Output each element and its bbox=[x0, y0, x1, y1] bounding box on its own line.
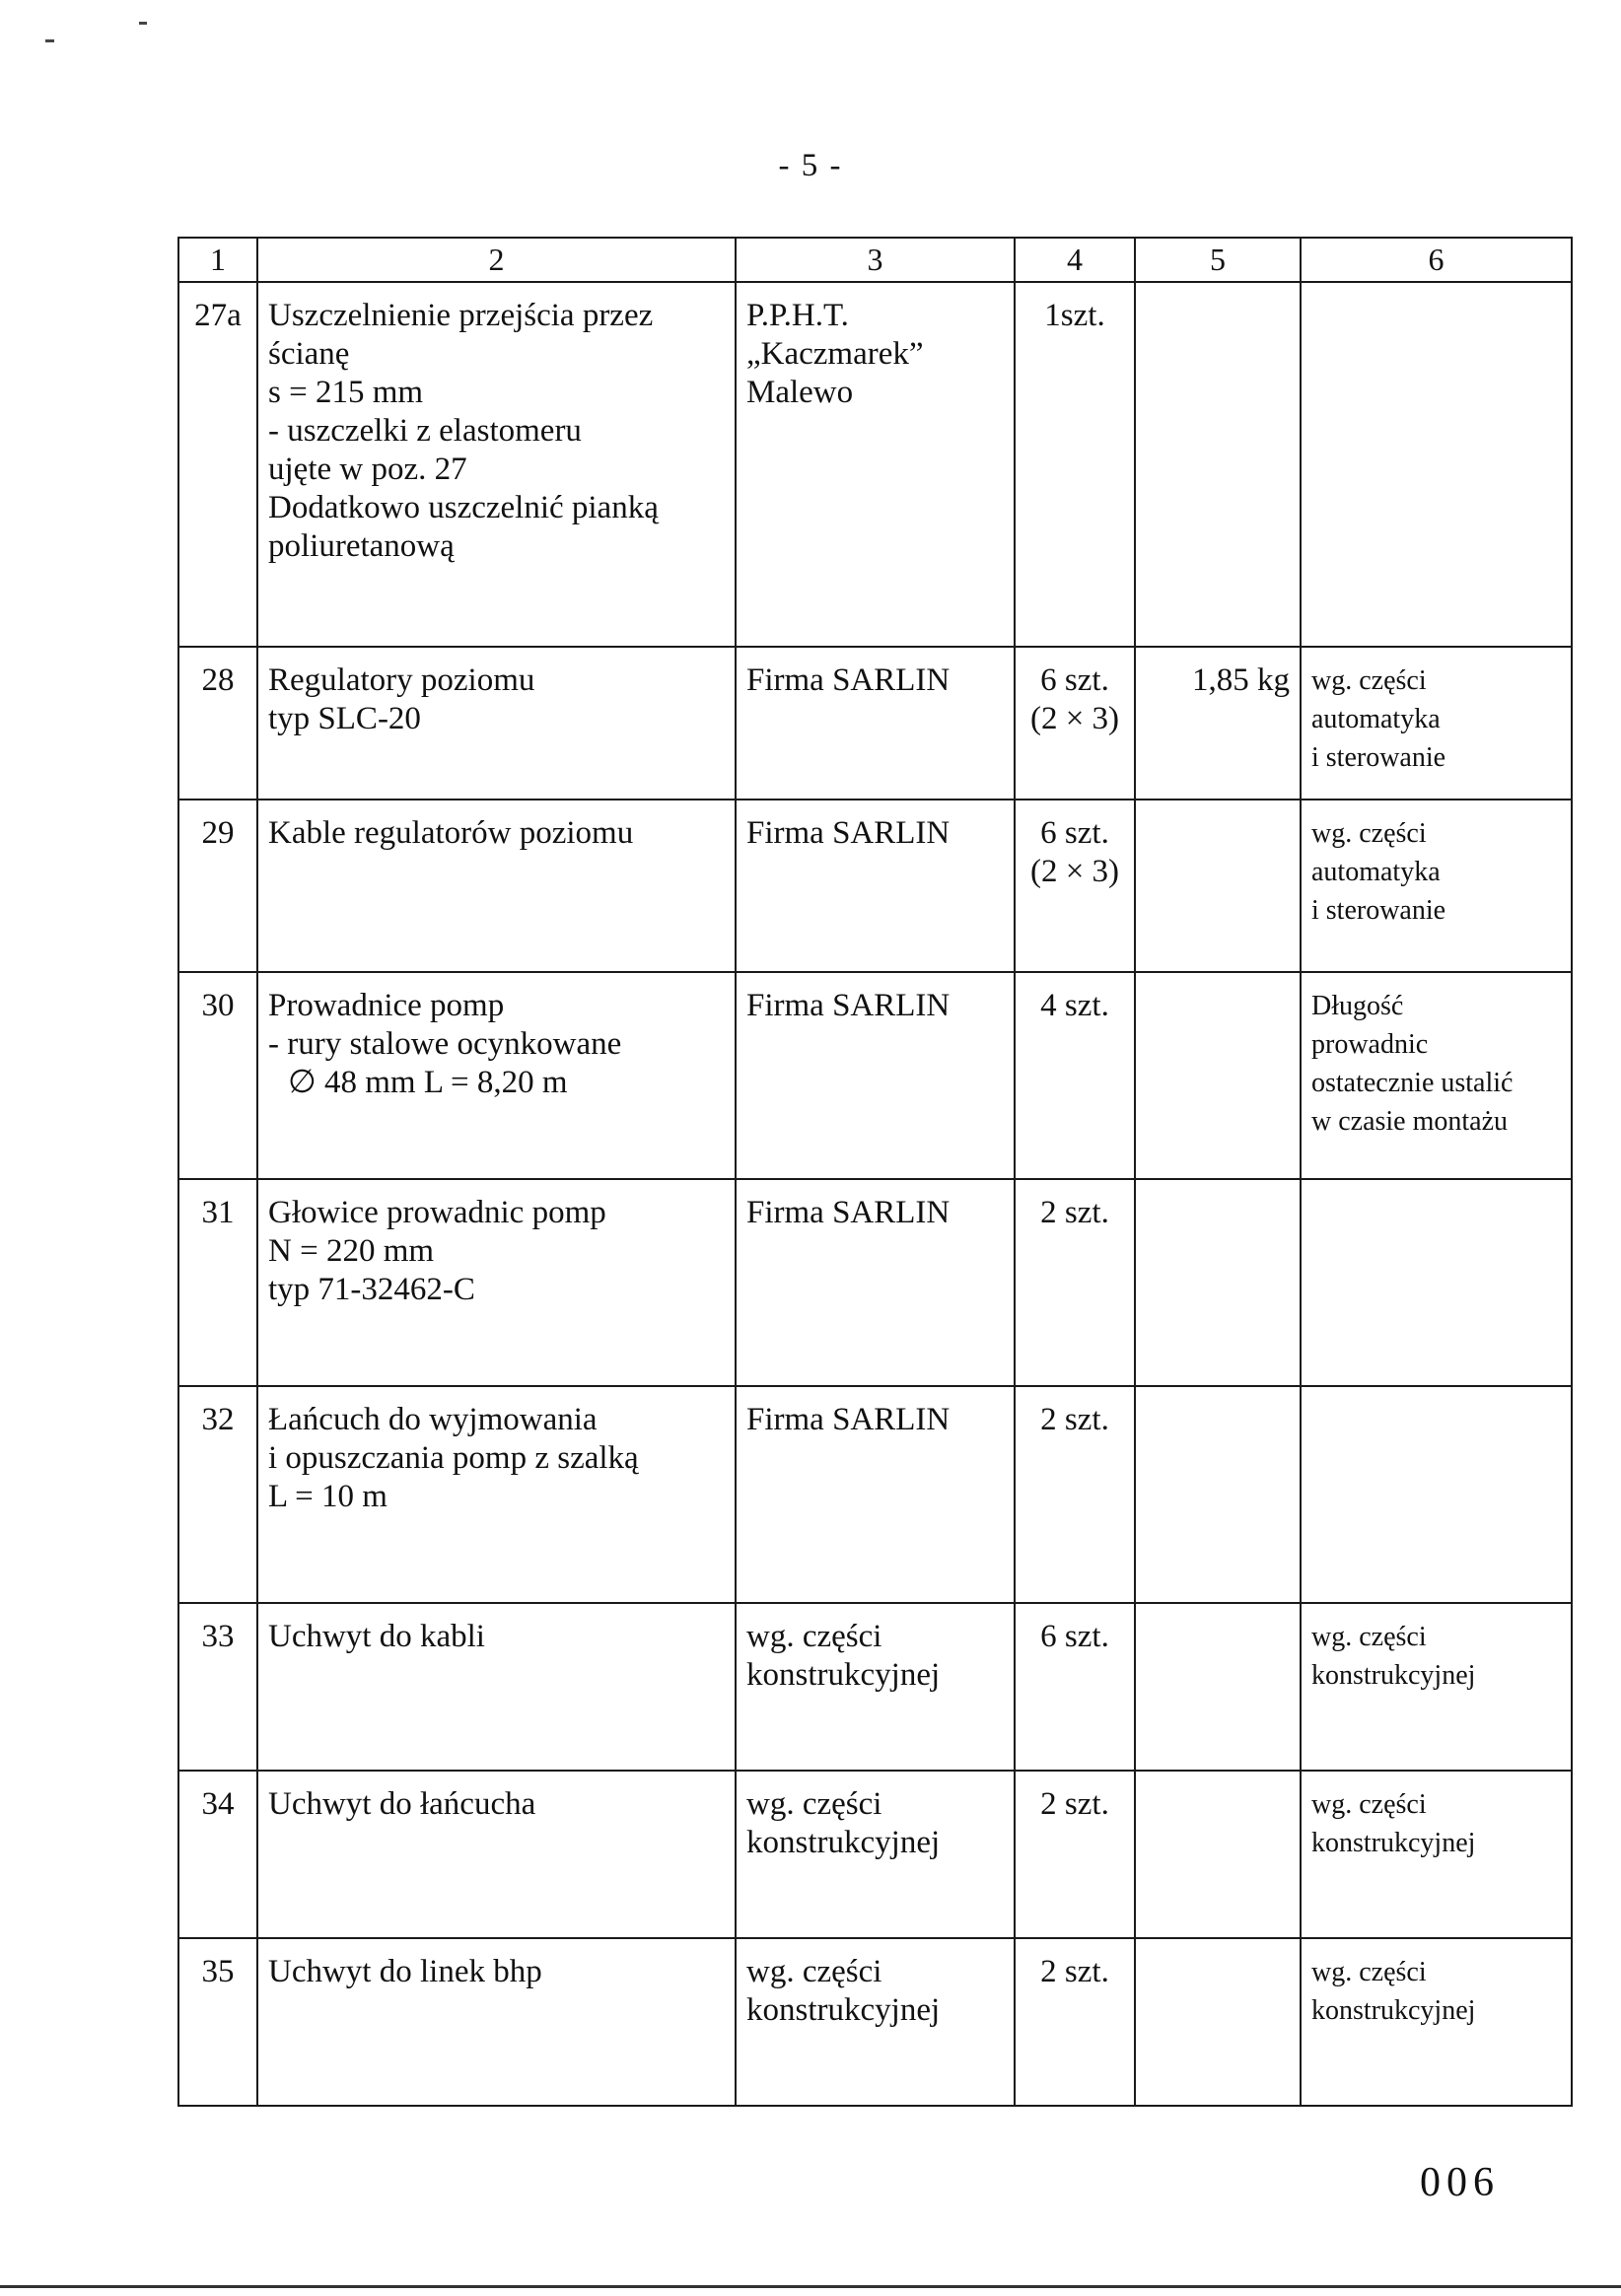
page-stamp: 006 bbox=[1420, 2160, 1500, 2205]
header-col-6: 6 bbox=[1301, 238, 1572, 282]
item-supplier-line: wg. części bbox=[746, 1619, 882, 1654]
item-quantity bbox=[1015, 972, 1135, 1179]
item-quantity-line: 6 szt. bbox=[1040, 1619, 1109, 1654]
item-mass bbox=[1135, 1938, 1301, 2106]
item-supplier-line: konstrukcyjnej bbox=[746, 1992, 941, 2028]
header-col-1: 1 bbox=[178, 238, 257, 282]
item-supplier bbox=[736, 282, 1015, 647]
item-quantity bbox=[1015, 1386, 1135, 1603]
table-row bbox=[178, 282, 1572, 647]
item-notes bbox=[1301, 282, 1572, 647]
item-description bbox=[257, 1603, 736, 1771]
item-description-line: Uchwyt do łańcucha bbox=[268, 1786, 536, 1822]
item-quantity-line: (2 × 3) bbox=[1029, 701, 1120, 736]
item-notes-line: wg. części bbox=[1311, 1622, 1427, 1652]
item-quantity bbox=[1015, 1179, 1135, 1386]
item-description-line: - rury stalowe ocynkowane bbox=[268, 1026, 622, 1062]
item-description bbox=[257, 1386, 736, 1603]
scan-speck bbox=[139, 22, 147, 25]
item-notes-line: w czasie montażu bbox=[1311, 1106, 1509, 1137]
item-notes bbox=[1301, 1603, 1572, 1771]
item-number: 34 bbox=[178, 1771, 257, 1938]
item-mass bbox=[1135, 1603, 1301, 1771]
item-quantity bbox=[1015, 1938, 1135, 2106]
item-quantity-line: 2 szt. bbox=[1040, 1786, 1109, 1822]
item-description-line: Dodatkowo uszczelnić pianką bbox=[268, 490, 659, 525]
item-notes bbox=[1301, 972, 1572, 1179]
item-description-line: L = 10 m bbox=[268, 1479, 388, 1514]
table-row bbox=[178, 800, 1572, 972]
item-supplier-line: P.P.H.T. bbox=[746, 298, 849, 333]
item-mass bbox=[1135, 282, 1301, 647]
item-notes bbox=[1301, 800, 1572, 972]
item-supplier-line: Firma SARLIN bbox=[746, 1195, 951, 1230]
item-supplier-line: Firma SARLIN bbox=[746, 662, 951, 698]
item-mass bbox=[1135, 647, 1301, 800]
item-description-line: s = 215 mm bbox=[268, 375, 424, 410]
item-supplier-line: „Kaczmarek” bbox=[746, 336, 924, 372]
item-notes-line: prowadnic bbox=[1311, 1029, 1429, 1060]
table-row bbox=[178, 1386, 1572, 1603]
header-col-2: 2 bbox=[257, 238, 736, 282]
item-supplier bbox=[736, 1938, 1015, 2106]
item-notes-line: konstrukcyjnej bbox=[1311, 1828, 1476, 1858]
item-supplier bbox=[736, 972, 1015, 1179]
item-quantity-line: 2 szt. bbox=[1040, 1195, 1109, 1230]
page-number: - 5 - bbox=[778, 148, 843, 183]
item-number: 33 bbox=[178, 1603, 257, 1771]
item-number: 31 bbox=[178, 1179, 257, 1386]
item-mass bbox=[1135, 1179, 1301, 1386]
item-quantity-line: 4 szt. bbox=[1040, 988, 1109, 1023]
item-description-line: Regulatory poziomu bbox=[268, 662, 535, 698]
item-description-line: ∅ 48 mm L = 8,20 m bbox=[288, 1065, 568, 1100]
item-quantity bbox=[1015, 1771, 1135, 1938]
item-quantity-line: (2 × 3) bbox=[1029, 854, 1120, 889]
item-notes-line: wg. części bbox=[1311, 1789, 1427, 1820]
item-quantity bbox=[1015, 1603, 1135, 1771]
item-supplier-line: Firma SARLIN bbox=[746, 988, 951, 1023]
item-description-line: Uchwyt do linek bhp bbox=[268, 1954, 542, 1989]
table-row bbox=[178, 1603, 1572, 1771]
table-row bbox=[178, 1771, 1572, 1938]
item-supplier bbox=[736, 800, 1015, 972]
item-description-line: i opuszczania pomp z szalką bbox=[268, 1440, 639, 1476]
item-notes bbox=[1301, 1386, 1572, 1603]
item-description-line: Łańcuch do wyjmowania bbox=[268, 1402, 598, 1437]
item-quantity bbox=[1015, 282, 1135, 647]
item-mass bbox=[1135, 800, 1301, 972]
item-notes-line: automatyka bbox=[1311, 857, 1441, 887]
item-supplier bbox=[736, 1386, 1015, 1603]
item-description-line: ścianę bbox=[268, 336, 350, 372]
item-description-line: ujęte w poz. 27 bbox=[268, 452, 467, 487]
item-supplier-line: Malewo bbox=[746, 375, 854, 410]
header-col-4: 4 bbox=[1015, 238, 1135, 282]
item-number: 27a bbox=[178, 282, 257, 647]
item-description-line: typ SLC-20 bbox=[268, 701, 421, 736]
item-notes-line: wg. części bbox=[1311, 1957, 1427, 1987]
table-row bbox=[178, 1938, 1572, 2106]
item-mass bbox=[1135, 972, 1301, 1179]
scan-speck bbox=[45, 39, 54, 42]
item-description-line: Prowadnice pomp bbox=[268, 988, 505, 1023]
item-number: 28 bbox=[178, 647, 257, 800]
table-body bbox=[178, 282, 1572, 2106]
item-quantity-line: 2 szt. bbox=[1040, 1954, 1109, 1989]
item-description bbox=[257, 800, 736, 972]
item-description bbox=[257, 282, 736, 647]
item-notes bbox=[1301, 1938, 1572, 2106]
item-supplier bbox=[736, 1603, 1015, 1771]
item-notes bbox=[1301, 647, 1572, 800]
item-number: 35 bbox=[178, 1938, 257, 2106]
item-description-line: Uchwyt do kabli bbox=[268, 1619, 485, 1654]
item-supplier-line: Firma SARLIN bbox=[746, 815, 951, 851]
item-supplier-line: wg. części bbox=[746, 1786, 882, 1822]
item-number: 29 bbox=[178, 800, 257, 972]
item-supplier bbox=[736, 1771, 1015, 1938]
table-row bbox=[178, 1179, 1572, 1386]
item-number: 30 bbox=[178, 972, 257, 1179]
item-mass-line: 1,85 kg bbox=[1192, 662, 1290, 698]
scan-page-edge bbox=[0, 2285, 1621, 2288]
table-row bbox=[178, 972, 1572, 1179]
item-description-line: Kable regulatorów poziomu bbox=[268, 815, 634, 851]
item-description-line: Uszczelnienie przejścia przez bbox=[268, 298, 654, 333]
item-quantity bbox=[1015, 647, 1135, 800]
item-quantity-line: 6 szt. bbox=[1040, 662, 1109, 698]
item-notes bbox=[1301, 1179, 1572, 1386]
item-description bbox=[257, 1179, 736, 1386]
item-notes-line: i sterowanie bbox=[1311, 742, 1446, 773]
item-quantity-line: 6 szt. bbox=[1040, 815, 1109, 851]
specification-table bbox=[177, 237, 1573, 2107]
item-mass bbox=[1135, 1771, 1301, 1938]
header-row bbox=[178, 238, 1572, 282]
item-description-line: - uszczelki z elastomeru bbox=[268, 413, 582, 449]
item-description-line: poliuretanową bbox=[268, 528, 455, 564]
item-quantity-line: 2 szt. bbox=[1040, 1402, 1109, 1437]
item-number: 32 bbox=[178, 1386, 257, 1603]
item-notes-line: wg. części bbox=[1311, 665, 1427, 696]
item-quantity bbox=[1015, 800, 1135, 972]
item-supplier bbox=[736, 1179, 1015, 1386]
item-mass bbox=[1135, 1386, 1301, 1603]
item-description bbox=[257, 1771, 736, 1938]
item-description-line: N = 220 mm bbox=[268, 1233, 435, 1269]
item-description bbox=[257, 972, 736, 1179]
item-notes-line: konstrukcyjnej bbox=[1311, 1995, 1476, 2026]
item-notes-line: wg. części bbox=[1311, 818, 1427, 849]
item-notes-line: konstrukcyjnej bbox=[1311, 1660, 1476, 1691]
item-notes-line: i sterowanie bbox=[1311, 895, 1446, 926]
item-supplier bbox=[736, 647, 1015, 800]
item-quantity-line: 1szt. bbox=[1044, 298, 1105, 333]
item-notes-line: automatyka bbox=[1311, 704, 1441, 734]
item-description-line: typ 71-32462-C bbox=[268, 1272, 475, 1307]
item-notes bbox=[1301, 1771, 1572, 1938]
table-row bbox=[178, 647, 1572, 800]
item-description bbox=[257, 647, 736, 800]
item-supplier-line: Firma SARLIN bbox=[746, 1402, 951, 1437]
header-col-5: 5 bbox=[1135, 238, 1301, 282]
item-supplier-line: konstrukcyjnej bbox=[746, 1657, 941, 1693]
item-notes-line: Długość bbox=[1311, 991, 1404, 1021]
item-notes-line: ostatecznie ustalić bbox=[1311, 1068, 1514, 1098]
item-supplier-line: konstrukcyjnej bbox=[746, 1825, 941, 1860]
item-description bbox=[257, 1938, 736, 2106]
item-supplier-line: wg. części bbox=[746, 1954, 882, 1989]
item-description-line: Głowice prowadnic pomp bbox=[268, 1195, 606, 1230]
header-col-3: 3 bbox=[736, 238, 1015, 282]
